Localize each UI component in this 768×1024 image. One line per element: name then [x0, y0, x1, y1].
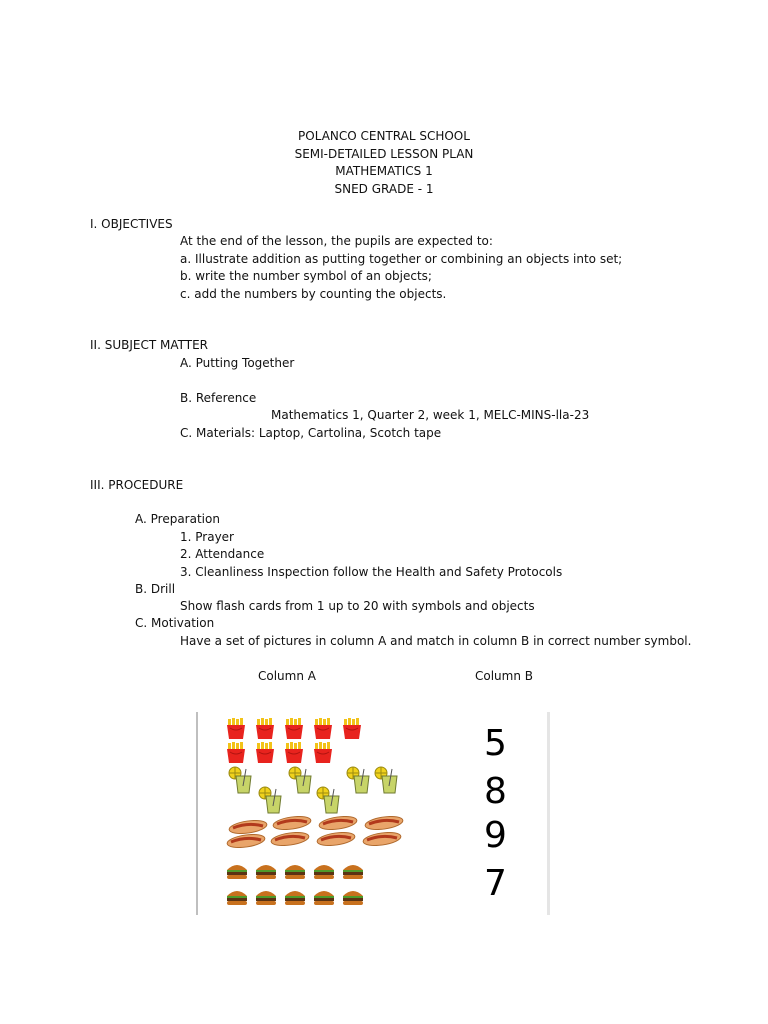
column-b-label: Column B	[475, 669, 534, 683]
hotdog-icon	[318, 816, 358, 830]
burger-icon	[284, 862, 306, 880]
objective-item: a. Illustrate addition as putting together or combining an objects into set;	[180, 252, 623, 266]
picture-border-left	[196, 712, 198, 915]
prep-item: 1. Prayer	[180, 530, 234, 544]
hotdog-icon	[228, 820, 268, 834]
plan-type: SEMI-DETAILED LESSON PLAN	[294, 147, 474, 161]
objectives-heading: I. OBJECTIVES	[90, 217, 173, 231]
grade-title: SNED GRADE - 1	[334, 182, 434, 196]
fries-icon	[284, 742, 304, 764]
drill-text: Show flash cards from 1 up to 20 with symbols and objects	[180, 599, 535, 613]
preparation-label: A. Preparation	[135, 512, 220, 526]
prep-item: 3. Cleanliness Inspection follow the Health and Safety Protocols	[180, 565, 563, 579]
hotdog-icon	[316, 832, 356, 846]
burger-icon	[313, 862, 335, 880]
subject-title: MATHEMATICS 1	[335, 164, 433, 178]
burger-icon	[226, 912, 248, 915]
fries-icon	[226, 742, 246, 764]
juice-icon	[314, 786, 342, 814]
burger-icon	[284, 912, 306, 915]
burger-icon	[226, 888, 248, 906]
subject-topic: A. Putting Together	[180, 356, 295, 370]
burger-icon	[342, 888, 364, 906]
objective-item: b. write the number symbol of an objects;	[180, 269, 432, 283]
motivation-text: Have a set of pictures in column A and match in column B in correct number symbol.	[180, 634, 692, 648]
number-symbol: 5	[484, 723, 507, 764]
juice-icon	[286, 766, 314, 794]
drill-label: B. Drill	[135, 582, 176, 596]
burger-icon	[342, 862, 364, 880]
objectives-intro: At the end of the lesson, the pupils are expected to:	[180, 234, 493, 248]
burger-icon	[226, 862, 248, 880]
objective-item: c. add the numbers by counting the objects.	[180, 287, 447, 301]
hotdog-icon	[226, 834, 266, 848]
procedure-heading: III. PROCEDURE	[90, 478, 184, 492]
juice-icon	[226, 766, 254, 794]
fries-icon	[313, 718, 333, 740]
picture-border-right	[547, 712, 550, 915]
materials-text: C. Materials: Laptop, Cartolina, Scotch tape	[180, 426, 442, 440]
number-symbol: 8	[484, 771, 507, 812]
subject-matter-heading: II. SUBJECT MATTER	[90, 338, 208, 352]
juice-icon	[344, 766, 372, 794]
burger-icon	[313, 888, 335, 906]
burger-icon	[284, 888, 306, 906]
reference-label: B. Reference	[180, 391, 257, 405]
hotdog-icon	[364, 816, 404, 830]
reference-text: Mathematics 1, Quarter 2, week 1, MELC-MINS-lla-23	[271, 408, 590, 422]
number-symbol: 9	[484, 815, 507, 856]
fries-icon	[284, 718, 304, 740]
prep-item: 2. Attendance	[180, 547, 265, 561]
hotdog-icon	[362, 832, 402, 846]
school-name: POLANCO CENTRAL SCHOOL	[298, 129, 470, 143]
motivation-label: C. Motivation	[135, 616, 215, 630]
burger-icon	[342, 912, 364, 915]
number-symbol: 7	[484, 863, 507, 904]
juice-icon	[256, 786, 284, 814]
fries-icon	[255, 718, 275, 740]
fries-icon	[255, 742, 275, 764]
hotdog-icon	[270, 832, 310, 846]
juice-icon	[372, 766, 400, 794]
burger-icon	[255, 888, 277, 906]
fries-icon	[226, 718, 246, 740]
hotdog-icon	[272, 816, 312, 830]
fries-icon	[342, 718, 362, 740]
fries-icon	[313, 742, 333, 764]
matching-picture	[196, 712, 550, 915]
burger-icon	[255, 862, 277, 880]
column-a-label: Column A	[258, 669, 316, 683]
